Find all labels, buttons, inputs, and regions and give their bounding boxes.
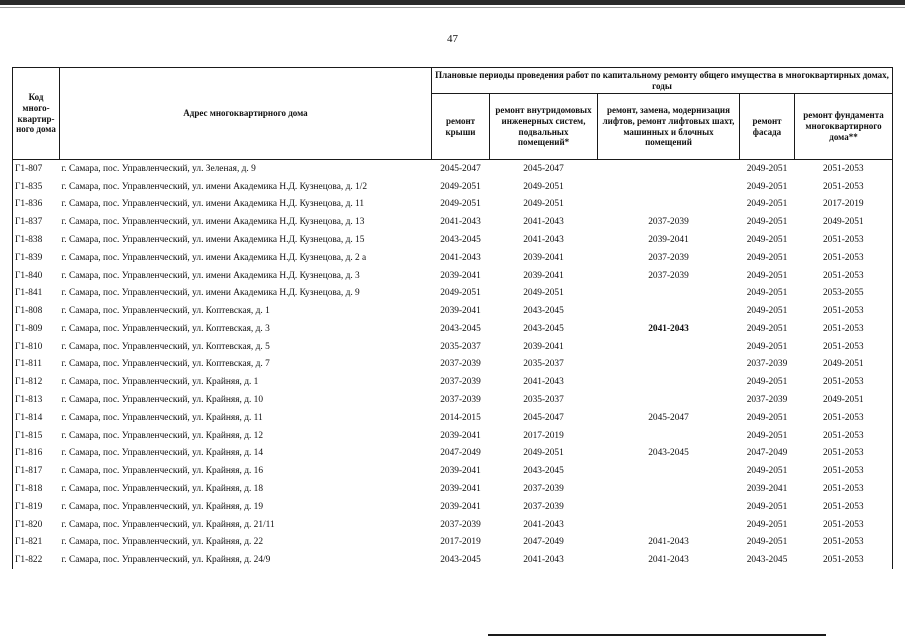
cell-address: г. Самара, пос. Управленческий, ул. имени Академика Н.Д. Кузнецова, д. 3 <box>61 270 360 281</box>
cell-lifts: 2041-2043 <box>648 555 689 566</box>
cell-roof: 2043-2045 <box>440 555 481 566</box>
cell-systems: 2041-2043 <box>523 217 564 228</box>
cell-foundation: 2051-2053 <box>795 516 893 534</box>
cell-facade: 2049-2051 <box>746 270 788 281</box>
cell-facade: 2049-2051 <box>746 412 788 423</box>
cell-systems: 2043-2045 <box>523 306 564 317</box>
cell-address: г. Самара, пос. Управленческий, ул. Крайняя, д. 16 <box>61 466 264 477</box>
cell-roof: 2039-2041 <box>440 484 481 495</box>
cell-facade: 2049-2051 <box>746 234 788 245</box>
cell-systems: 2035-2037 <box>523 359 564 370</box>
cell-lifts <box>598 427 740 445</box>
cell-facade: 2049-2051 <box>746 341 788 352</box>
cell-lifts <box>598 391 740 409</box>
table-row <box>13 516 893 534</box>
table-row <box>13 498 893 516</box>
cell-foundation: 2051-2053 <box>795 338 893 356</box>
cell-code: Г1-838 <box>13 231 60 249</box>
table-row <box>13 231 893 249</box>
cell-code: Г1-816 <box>13 445 60 463</box>
cell-foundation: 2051-2053 <box>795 267 893 285</box>
table-row <box>13 356 893 374</box>
cell-systems: 2049-2051 <box>523 181 564 192</box>
table-row <box>13 285 893 303</box>
cell-lifts <box>598 285 740 303</box>
cell-lifts <box>598 356 740 374</box>
cell-roof: 2043-2045 <box>440 234 481 245</box>
cell-systems: 2037-2039 <box>523 484 564 495</box>
cell-code: Г1-811 <box>13 356 60 374</box>
cell-roof: 2049-2051 <box>440 199 481 210</box>
cell-code: Г1-810 <box>13 338 60 356</box>
table-row <box>13 338 893 356</box>
cell-code: Г1-821 <box>13 534 60 552</box>
cell-facade: 2049-2051 <box>746 306 788 317</box>
table-row <box>13 374 893 392</box>
cell-lifts <box>598 480 740 498</box>
cell-facade: 2049-2051 <box>746 199 788 210</box>
cell-foundation: 2017-2019 <box>795 196 893 214</box>
cell-lifts <box>598 160 740 178</box>
table-row <box>13 409 893 427</box>
cell-lifts <box>598 302 740 320</box>
cell-foundation: 2051-2053 <box>795 534 893 552</box>
cell-lifts: 2037-2039 <box>648 270 689 281</box>
cell-address: г. Самара, пос. Управленческий, ул. Крайняя, д. 19 <box>61 501 264 512</box>
cell-facade: 2043-2045 <box>746 555 788 566</box>
cell-systems: 2041-2043 <box>523 555 564 566</box>
cell-systems: 2043-2045 <box>523 323 564 334</box>
cell-code: Г1-841 <box>13 285 60 303</box>
cell-foundation: 2051-2053 <box>795 249 893 267</box>
cell-roof: 2047-2049 <box>440 448 481 459</box>
cell-systems: 2037-2039 <box>523 501 564 512</box>
cell-facade: 2049-2051 <box>746 288 788 299</box>
cell-facade: 2037-2039 <box>746 395 788 406</box>
cell-roof: 2037-2039 <box>440 377 481 388</box>
table-row <box>13 427 893 445</box>
cell-address: г. Самара, пос. Управленческий, ул. Коптевская, д. 3 <box>61 323 270 334</box>
header-code: Код много-квартир-ного дома <box>13 68 60 160</box>
cell-lifts: 2037-2039 <box>648 217 689 228</box>
cell-roof: 2037-2039 <box>440 519 481 530</box>
cell-code: Г1-820 <box>13 516 60 534</box>
cell-roof: 2039-2041 <box>440 306 481 317</box>
cell-lifts <box>598 374 740 392</box>
table-row <box>13 267 893 285</box>
cell-code: Г1-807 <box>13 160 60 178</box>
cell-systems: 2049-2051 <box>523 288 564 299</box>
table-row <box>13 552 893 570</box>
cell-foundation: 2051-2053 <box>795 231 893 249</box>
cell-code: Г1-837 <box>13 213 60 231</box>
cell-address: г. Самара, пос. Управленческий, ул. Крайняя, д. 10 <box>61 395 264 406</box>
cell-code: Г1-840 <box>13 267 60 285</box>
cell-facade: 2049-2051 <box>746 252 788 263</box>
cell-address: г. Самара, пос. Управленческий, ул. Коптевская, д. 7 <box>61 359 270 370</box>
cell-foundation: 2051-2053 <box>795 445 893 463</box>
table-row <box>13 160 893 178</box>
cell-address: г. Самара, пос. Управленческий, ул. Крайняя, д. 11 <box>61 412 263 423</box>
header-foundation: ремонт фундамента многоквартирного дома** <box>795 94 893 160</box>
cell-address: г. Самара, пос. Управленческий, ул. имени Академика Н.Д. Кузнецова, д. 11 <box>61 199 365 210</box>
page-number: 47 <box>447 33 458 45</box>
cell-code: Г1-839 <box>13 249 60 267</box>
cell-foundation: 2051-2053 <box>795 498 893 516</box>
cell-facade: 2049-2051 <box>746 501 788 512</box>
cell-facade: 2049-2051 <box>746 537 788 548</box>
cell-foundation: 2049-2051 <box>795 391 893 409</box>
cell-address: г. Самара, пос. Управленческий, ул. имени Академика Н.Д. Кузнецова, д. 2 а <box>61 252 367 263</box>
cell-foundation: 2049-2051 <box>795 356 893 374</box>
table-row <box>13 302 893 320</box>
cell-address: г. Самара, пос. Управленческий, ул. Коптевская, д. 5 <box>61 341 270 352</box>
cell-foundation: 2051-2053 <box>795 409 893 427</box>
cell-lifts <box>598 338 740 356</box>
cell-address: г. Самара, пос. Управленческий, ул. Крайняя, д. 18 <box>61 484 264 495</box>
cell-roof: 2043-2045 <box>440 323 481 334</box>
cell-lifts: 2039-2041 <box>648 234 689 245</box>
cell-address: г. Самара, пос. Управленческий, ул. Крайняя, д. 22 <box>61 537 264 548</box>
cell-foundation: 2051-2053 <box>795 178 893 196</box>
cell-code: Г1-813 <box>13 391 60 409</box>
cell-roof: 2035-2037 <box>440 341 481 352</box>
cell-address: г. Самара, пос. Управленческий, ул. Крайняя, д. 21/11 <box>61 519 275 530</box>
cell-roof: 2039-2041 <box>440 501 481 512</box>
cell-facade: 2049-2051 <box>746 430 788 441</box>
table-row <box>13 391 893 409</box>
cell-code: Г1-818 <box>13 480 60 498</box>
cell-facade: 2047-2049 <box>746 448 788 459</box>
cell-address: г. Самара, пос. Управленческий, ул. Коптевская, д. 1 <box>61 306 270 317</box>
cell-code: Г1-822 <box>13 552 60 570</box>
cell-address: г. Самара, пос. Управленческий, ул. Крайняя, д. 24/9 <box>61 555 271 566</box>
table-row <box>13 213 893 231</box>
cell-address: г. Самара, пос. Управленческий, ул. Крайняя, д. 1 <box>61 377 259 388</box>
cell-code: Г1-814 <box>13 409 60 427</box>
cell-roof: 2041-2043 <box>440 217 481 228</box>
table-header <box>13 68 893 160</box>
cell-roof: 2039-2041 <box>440 430 481 441</box>
cell-foundation: 2051-2053 <box>795 427 893 445</box>
cell-foundation: 2051-2053 <box>795 374 893 392</box>
cell-address: г. Самара, пос. Управленческий, ул. Зеленая, д. 9 <box>60 160 432 178</box>
cell-facade: 2049-2051 <box>746 466 788 477</box>
cell-systems: 2017-2019 <box>523 430 564 441</box>
table-row <box>13 534 893 552</box>
cell-address: г. Самара, пос. Управленческий, ул. имени Академика Н.Д. Кузнецова, д. 1/2 <box>61 181 368 192</box>
cell-roof: 2041-2043 <box>440 252 481 263</box>
header-roof: ремонт крыши <box>432 94 490 160</box>
cell-code: Г1-812 <box>13 374 60 392</box>
top-border-rule <box>0 0 905 5</box>
cell-roof: 2037-2039 <box>440 395 481 406</box>
cell-lifts: 2041-2043 <box>648 323 689 334</box>
header-planned-periods: Плановые периоды проведения работ по капитальному ремонту общего имущества в многоквартирных домах, годы <box>432 68 893 94</box>
cell-foundation: 2049-2051 <box>795 213 893 231</box>
cell-systems: 2035-2037 <box>523 395 564 406</box>
cell-address: г. Самара, пос. Управленческий, ул. Крайняя, д. 12 <box>61 430 264 441</box>
top-border-thin-rule <box>0 7 905 8</box>
cell-facade: 2049-2051 <box>746 519 788 530</box>
cell-code: Г1-815 <box>13 427 60 445</box>
header-address: Адрес многоквартирного дома <box>60 68 432 160</box>
cell-lifts: 2037-2039 <box>648 252 689 263</box>
cell-roof: 2049-2051 <box>440 181 481 192</box>
cell-systems: 2047-2049 <box>523 537 564 548</box>
cell-systems: 2043-2045 <box>523 466 564 477</box>
cell-facade: 2037-2039 <box>746 359 788 370</box>
cell-facade: 2049-2051 <box>746 377 788 388</box>
cell-foundation: 2051-2053 <box>795 552 893 570</box>
cell-systems: 2045-2047 <box>490 160 598 178</box>
table-body <box>13 160 893 570</box>
cell-code: Г1-819 <box>13 498 60 516</box>
cell-address: г. Самара, пос. Управленческий, ул. имени Академика Н.Д. Кузнецова, д. 13 <box>61 217 365 228</box>
cell-roof: 2014-2015 <box>440 412 481 423</box>
cell-roof: 2045-2047 <box>432 160 490 178</box>
cell-roof: 2017-2019 <box>440 537 481 548</box>
cell-systems: 2041-2043 <box>523 377 564 388</box>
table-row <box>13 249 893 267</box>
cell-foundation: 2051-2053 <box>795 463 893 481</box>
header-facade: ремонт фасада <box>740 94 795 160</box>
cell-systems: 2045-2047 <box>523 412 564 423</box>
table-row <box>13 320 893 338</box>
cell-lifts <box>598 463 740 481</box>
cell-lifts <box>598 178 740 196</box>
cell-facade: 2049-2051 <box>746 323 788 334</box>
cell-systems: 2039-2041 <box>523 341 564 352</box>
cell-code: Г1-836 <box>13 196 60 214</box>
cell-facade: 2039-2041 <box>746 484 788 495</box>
cell-systems: 2039-2041 <box>523 270 564 281</box>
bottom-rule <box>488 634 826 636</box>
cell-foundation: 2051-2053 <box>795 320 893 338</box>
cell-roof: 2037-2039 <box>440 359 481 370</box>
cell-systems: 2049-2051 <box>523 199 564 210</box>
cell-foundation: 2051-2053 <box>795 160 893 178</box>
cell-systems: 2039-2041 <box>523 252 564 263</box>
table-row <box>13 445 893 463</box>
cell-facade: 2049-2051 <box>746 181 788 192</box>
cell-foundation: 2051-2053 <box>795 302 893 320</box>
header-lifts: ремонт, замена, модернизация лифтов, ремонт лифтовых шахт, машинных и блочных помещений <box>598 94 740 160</box>
table-row <box>13 463 893 481</box>
cell-roof: 2039-2041 <box>440 466 481 477</box>
cell-lifts: 2041-2043 <box>648 537 689 548</box>
cell-address: г. Самара, пос. Управленческий, ул. имени Академика Н.Д. Кузнецова, д. 9 <box>61 288 360 299</box>
header-engineering-systems: ремонт внутридомовых инженерных систем, подвальных помещений* <box>490 94 598 160</box>
cell-facade: 2049-2051 <box>740 160 795 178</box>
table-row <box>13 480 893 498</box>
cell-code: Г1-808 <box>13 302 60 320</box>
cell-lifts: 2045-2047 <box>648 412 689 423</box>
table-row <box>13 178 893 196</box>
cell-systems: 2049-2051 <box>523 448 564 459</box>
table-row <box>13 196 893 214</box>
cell-lifts <box>598 498 740 516</box>
cell-roof: 2049-2051 <box>440 288 481 299</box>
cell-systems: 2041-2043 <box>523 234 564 245</box>
capital-repair-schedule-table <box>12 67 893 569</box>
cell-address: г. Самара, пос. Управленческий, ул. имени Академика Н.Д. Кузнецова, д. 15 <box>61 234 365 245</box>
cell-facade: 2049-2051 <box>746 217 788 228</box>
cell-foundation: 2053-2055 <box>795 285 893 303</box>
cell-lifts <box>598 516 740 534</box>
cell-address: г. Самара, пос. Управленческий, ул. Крайняя, д. 14 <box>61 448 264 459</box>
cell-foundation: 2051-2053 <box>795 480 893 498</box>
cell-code: Г1-817 <box>13 463 60 481</box>
cell-lifts: 2043-2045 <box>648 448 689 459</box>
cell-systems: 2041-2043 <box>523 519 564 530</box>
cell-roof: 2039-2041 <box>440 270 481 281</box>
cell-code: Г1-835 <box>13 178 60 196</box>
cell-code: Г1-809 <box>13 320 60 338</box>
cell-lifts <box>598 196 740 214</box>
